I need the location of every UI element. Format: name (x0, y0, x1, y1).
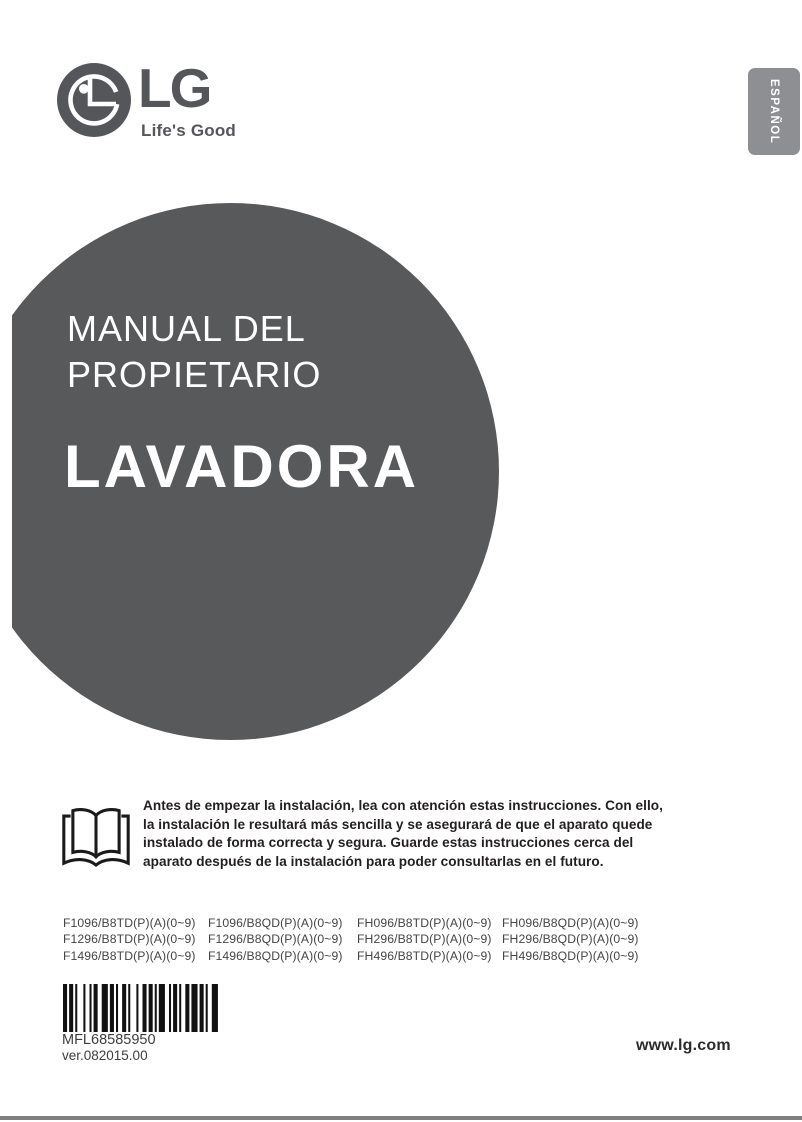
model-number: F1096/B8TD(P)(A)(0~9) (63, 916, 196, 930)
model-column-2 (208, 915, 357, 964)
model-list (63, 915, 639, 964)
model-number: FH096/B8QD(P)(A)(0~9) (502, 916, 639, 930)
language-tab (748, 68, 800, 155)
language-tab-label: ESPAÑOL (768, 78, 780, 145)
installation-note: Antes de empezar la instalación, lea con atención estas instrucciones. Con ello, la instalación le resultará más sencilla y se asegurará de que el aparato quede instalado de forma correcta y segura. Guarde estas instrucciones cerca del aparato después de la instalación para poder consultarlas en el futuro. (143, 798, 663, 869)
bottom-rule (0, 1116, 802, 1120)
model-column-1 (63, 915, 208, 964)
model-number: F1296/B8TD(P)(A)(0~9) (63, 932, 196, 947)
model-number: FH296/B8TD(P)(A)(0~9) (357, 932, 492, 947)
model-number: F1296/B8QD(P)(A)(0~9) (208, 932, 343, 947)
lg-logo-icon (57, 63, 131, 137)
cover-circle (12, 203, 504, 741)
manual-title-line1: MANUAL DEL (67, 308, 306, 349)
lg-tagline: Life's Good (141, 121, 237, 140)
model-number: F1496/B8TD(P)(A)(0~9) (63, 948, 196, 963)
manual-title-line2: PROPIETARIO (67, 354, 322, 395)
model-number: FH496/B8TD(P)(A)(0~9) (357, 948, 492, 963)
lg-wordmark: LG (138, 57, 211, 119)
model-column-4 (502, 915, 639, 964)
barcode-code: MFL68585950 (62, 1032, 156, 1048)
website-url: www.lg.com (636, 1037, 731, 1054)
model-number: FH496/B8QD(P)(A)(0~9) (502, 948, 639, 963)
barcode (63, 984, 222, 1032)
manual-title (67, 306, 321, 398)
model-number: F1496/B8QD(P)(A)(0~9) (208, 948, 343, 963)
model-number: FH096/B8TD(P)(A)(0~9) (357, 916, 492, 930)
barcode-version: ver.082015.00 (62, 1048, 148, 1063)
model-column-3 (357, 915, 502, 964)
open-book-icon (57, 800, 135, 872)
product-title: LAVADORA (64, 433, 420, 500)
model-number: F1096/B8QD(P)(A)(0~9) (208, 916, 343, 930)
model-number: FH296/B8QD(P)(A)(0~9) (502, 932, 639, 947)
